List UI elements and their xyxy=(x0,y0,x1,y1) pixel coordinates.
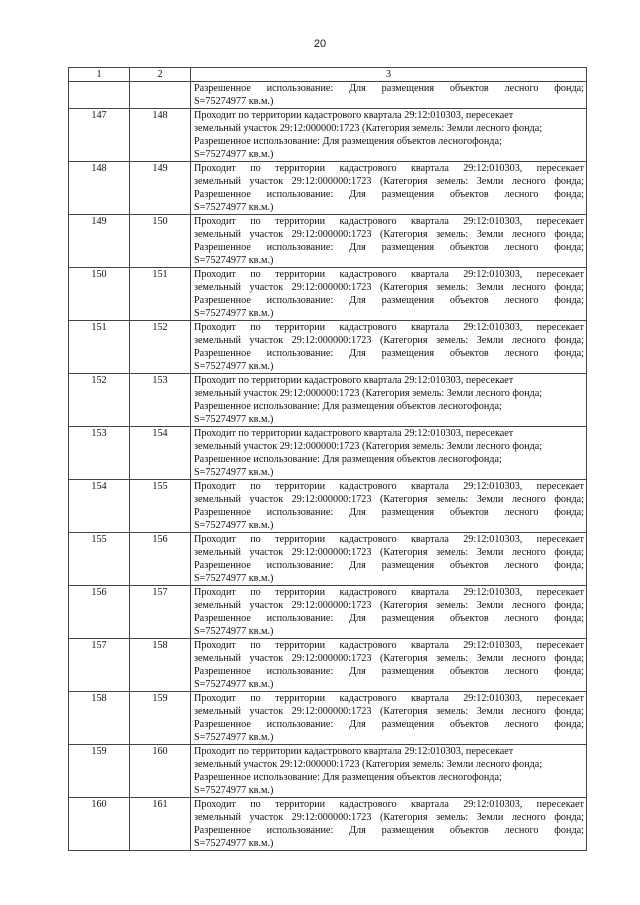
description-line: S=75274977 кв.м.) xyxy=(194,202,274,213)
description-line: Разрешенное использование: Для размещения объектов лесного фонда; xyxy=(194,666,584,677)
table-row xyxy=(69,321,587,374)
description-line: Разрешенное использование: Для размещения объектов лесного фонда; xyxy=(194,189,584,200)
row-description xyxy=(191,321,587,374)
description-line: Разрешенное использование: Для размещения объектов лесногофонда; xyxy=(194,454,502,465)
description-line: S=75274977 кв.м.) xyxy=(194,838,274,849)
row-number-col-2: 157 xyxy=(130,586,191,639)
row-number-col-1: 147 xyxy=(69,109,130,162)
description-line: Разрешенное использование: Для размещения объектов лесного фонда; xyxy=(194,613,584,624)
row-number-col-2: 149 xyxy=(130,162,191,215)
description-line: Разрешенное использование: Для размещения объектов лесного фонда; xyxy=(194,719,584,730)
table-row xyxy=(69,798,587,851)
description-line: Разрешенное использование: Для размещения объектов лесного фонда; xyxy=(194,242,584,253)
row-description xyxy=(191,798,587,851)
row-description xyxy=(191,162,587,215)
row-number-col-1: 157 xyxy=(69,639,130,692)
row-number-col-2: 155 xyxy=(130,480,191,533)
row-number-col-1: 160 xyxy=(69,798,130,851)
row-description xyxy=(191,692,587,745)
row-number-col-1: 150 xyxy=(69,268,130,321)
table-row xyxy=(69,215,587,268)
description-line: земельный участок 29:12:000000:1723 (Категория земель: Земли лесного фонда; xyxy=(194,282,584,293)
description-line: Проходит по территории кадастрового квартала 29:12:010303, пересекает xyxy=(194,163,584,174)
description-line: S=75274977 кв.м.) xyxy=(194,626,274,637)
description-line: S=75274977 кв.м.) xyxy=(194,573,274,584)
description-line: Разрешенное использование: Для размещения объектов лесного фонда; xyxy=(194,348,584,359)
table-row xyxy=(69,480,587,533)
description-line: Разрешенное использование: Для размещения объектов лесногофонда; xyxy=(194,401,502,412)
row-number-col-2: 154 xyxy=(130,427,191,480)
description-line: земельный участок 29:12:000000:1723 (Категория земель: Земли лесного фонда; xyxy=(194,812,584,823)
table-row xyxy=(69,427,587,480)
table-header-row xyxy=(69,68,587,82)
description-line: земельный участок 29:12:000000:1723 (Категория земель: Земли лесного фонда; xyxy=(194,441,543,452)
description-line: земельный участок 29:12:000000:1723 (Категория земель: Земли лесного фонда; xyxy=(194,176,584,187)
row-number-col-2: 151 xyxy=(130,268,191,321)
description-line: Проходит по территории кадастрового квартала 29:12:010303, пересекает xyxy=(194,640,584,651)
description-line: Проходит по территории кадастрового квартала 29:12:010303, пересекает xyxy=(194,216,584,227)
description-line: S=75274977 кв.м.) xyxy=(194,467,274,478)
description-line: S=75274977 кв.м.) xyxy=(194,732,274,743)
continuation-col-1 xyxy=(69,82,130,109)
description-line: S=75274977 кв.м.) xyxy=(194,414,274,425)
description-line: Проходит по территории кадастрового квартала 29:12:010303, пересекает xyxy=(194,428,514,439)
page-number: 20 xyxy=(313,38,327,50)
table-body xyxy=(69,68,587,851)
description-line: земельный участок 29:12:000000:1723 (Категория земель: Земли лесного фонда; xyxy=(194,388,543,399)
row-number-col-1: 159 xyxy=(69,745,130,798)
row-number-col-2: 148 xyxy=(130,109,191,162)
table-row xyxy=(69,586,587,639)
row-number-col-2: 153 xyxy=(130,374,191,427)
row-number-col-2: 156 xyxy=(130,533,191,586)
continuation-col-2 xyxy=(130,82,191,109)
continuation-row xyxy=(69,82,587,109)
row-number-col-1: 154 xyxy=(69,480,130,533)
table-row xyxy=(69,162,587,215)
description-line: Разрешенное использование: Для размещения объектов лесногофонда; xyxy=(194,136,502,147)
description-line: Проходит по территории кадастрового квартала 29:12:010303, пересекает xyxy=(194,269,584,280)
row-description xyxy=(191,480,587,533)
description-line: S=75274977 кв.м.) xyxy=(194,785,274,796)
row-number-col-1: 153 xyxy=(69,427,130,480)
description-line: S=75274977 кв.м.) xyxy=(194,255,274,266)
row-number-col-1: 152 xyxy=(69,374,130,427)
description-line: Проходит по территории кадастрового квартала 29:12:010303, пересекает xyxy=(194,110,514,121)
row-number-col-2: 160 xyxy=(130,745,191,798)
row-description xyxy=(191,745,587,798)
table-row xyxy=(69,374,587,427)
description-line: земельный участок 29:12:000000:1723 (Категория земель: Земли лесного фонда; xyxy=(194,494,584,505)
header-col-1: 1 xyxy=(69,68,130,82)
description-line: Проходит по территории кадастрового квартала 29:12:010303, пересекает xyxy=(194,534,584,545)
description-line: S=75274977 кв.м.) xyxy=(194,679,274,690)
table-row xyxy=(69,533,587,586)
row-description xyxy=(191,586,587,639)
description-line: Проходит по территории кадастрового квартала 29:12:010303, пересекает xyxy=(194,693,584,704)
table-row xyxy=(69,268,587,321)
row-description xyxy=(191,268,587,321)
description-line: S=75274977 кв.м.) xyxy=(194,308,274,319)
row-description xyxy=(191,427,587,480)
description-line: земельный участок 29:12:000000:1723 (Категория земель: Земли лесного фонда; xyxy=(194,123,543,134)
description-line: S=75274977 кв.м.) xyxy=(194,96,274,107)
row-number-col-2: 159 xyxy=(130,692,191,745)
description-line: земельный участок 29:12:000000:1723 (Категория земель: Земли лесного фонда; xyxy=(194,229,584,240)
description-line: Разрешенное использование: Для размещения объектов лесного фонда; xyxy=(194,295,584,306)
description-line: S=75274977 кв.м.) xyxy=(194,149,274,160)
row-number-col-1: 156 xyxy=(69,586,130,639)
row-description xyxy=(191,109,587,162)
header-col-3: 3 xyxy=(191,68,587,82)
row-number-col-2: 150 xyxy=(130,215,191,268)
description-line: Разрешенное использование: Для размещения объектов лесного фонда; xyxy=(194,83,584,94)
description-line: земельный участок 29:12:000000:1723 (Категория земель: Земли лесного фонда; xyxy=(194,335,584,346)
description-line: Проходит по территории кадастрового квартала 29:12:010303, пересекает xyxy=(194,322,584,333)
row-number-col-1: 158 xyxy=(69,692,130,745)
row-description xyxy=(191,374,587,427)
row-number-col-1: 155 xyxy=(69,533,130,586)
description-line: земельный участок 29:12:000000:1723 (Категория земель: Земли лесного фонда; xyxy=(194,547,584,558)
row-number-col-1: 151 xyxy=(69,321,130,374)
row-description xyxy=(191,639,587,692)
description-line: Разрешенное использование: Для размещения объектов лесного фонда; xyxy=(194,507,584,518)
description-line: Проходит по территории кадастрового квартала 29:12:010303, пересекает xyxy=(194,375,514,386)
description-line: земельный участок 29:12:000000:1723 (Категория земель: Земли лесного фонда; xyxy=(194,600,584,611)
row-number-col-1: 148 xyxy=(69,162,130,215)
description-line: Разрешенное использование: Для размещения объектов лесного фонда; xyxy=(194,825,584,836)
description-line: земельный участок 29:12:000000:1723 (Категория земель: Земли лесного фонда; xyxy=(194,653,584,664)
table-row xyxy=(69,745,587,798)
row-number-col-2: 152 xyxy=(130,321,191,374)
description-line: Разрешенное использование: Для размещения объектов лесногофонда; xyxy=(194,772,502,783)
row-number-col-2: 158 xyxy=(130,639,191,692)
table-row xyxy=(69,109,587,162)
description-line: Проходит по территории кадастрового квартала 29:12:010303, пересекает xyxy=(194,799,584,810)
table-row xyxy=(69,692,587,745)
description-line: Разрешенное использование: Для размещения объектов лесного фонда; xyxy=(194,560,584,571)
description-line: S=75274977 кв.м.) xyxy=(194,361,274,372)
route-description-table xyxy=(68,67,587,851)
description-line: Проходит по территории кадастрового квартала 29:12:010303, пересекает xyxy=(194,746,514,757)
description-line: Проходит по территории кадастрового квартала 29:12:010303, пересекает xyxy=(194,481,584,492)
row-number-col-1: 149 xyxy=(69,215,130,268)
description-line: земельный участок 29:12:000000:1723 (Категория земель: Земли лесного фонда; xyxy=(194,706,584,717)
row-description xyxy=(191,215,587,268)
continuation-description xyxy=(191,82,587,109)
row-description xyxy=(191,533,587,586)
description-line: S=75274977 кв.м.) xyxy=(194,520,274,531)
description-line: Проходит по территории кадастрового квартала 29:12:010303, пересекает xyxy=(194,587,584,598)
header-col-2: 2 xyxy=(130,68,191,82)
table-row xyxy=(69,639,587,692)
row-number-col-2: 161 xyxy=(130,798,191,851)
description-line: земельный участок 29:12:000000:1723 (Категория земель: Земли лесного фонда; xyxy=(194,759,543,770)
